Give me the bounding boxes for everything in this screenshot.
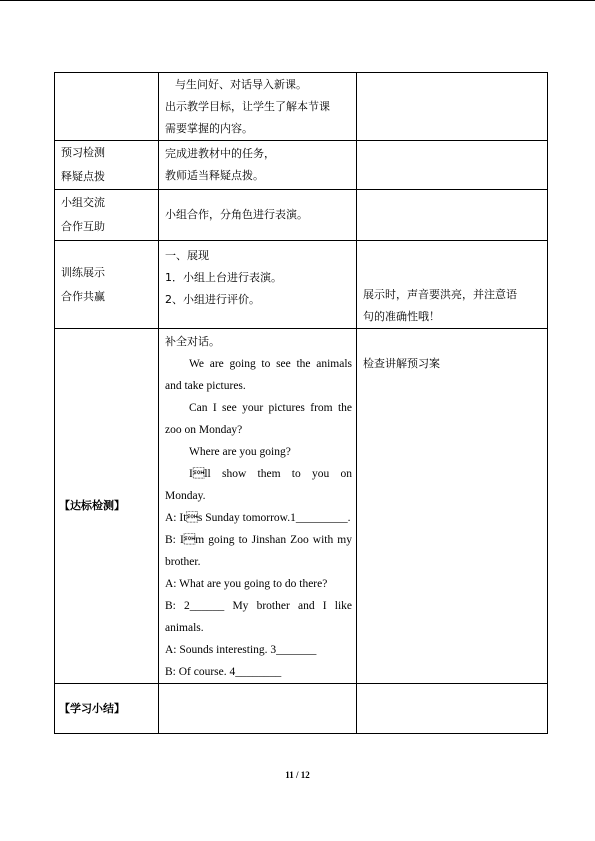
row-note (357, 190, 548, 241)
table-row-summary (55, 684, 548, 734)
page-number: 11 / 12 (285, 770, 310, 780)
row-label (55, 190, 159, 241)
row-content (159, 190, 357, 241)
content-line: 一、展现 (165, 249, 209, 262)
row-content (159, 241, 357, 329)
note-line: 展示时，声音要洪亮，并注意语 (363, 288, 517, 301)
row-label (55, 241, 159, 329)
row-note (357, 73, 548, 141)
content-line: 与生问好、对话导入新课。 (175, 77, 307, 91)
table-row-check (55, 329, 548, 684)
row-label (55, 141, 159, 190)
content-line: 2、小组进行评价。 (165, 293, 260, 306)
label-line: 小组交流 (61, 196, 105, 209)
table-row (55, 141, 548, 190)
dialog-line: Ill show them to you on Monday. (165, 468, 352, 502)
check-note: 检查讲解预习案 (357, 329, 548, 684)
lesson-table (54, 72, 548, 734)
header-rule (0, 0, 595, 1)
label-line: 释疑点拨 (61, 170, 105, 183)
dialog-line: B: 2______ My brother and I like animals. (165, 600, 352, 634)
row-note (357, 141, 548, 190)
table-row (55, 190, 548, 241)
content-line: 教师适当释疑点拨。 (165, 169, 264, 182)
dialog-line: B: Im going to Jinshan Zoo with my brother. (165, 534, 352, 568)
content-line: 完成进教材中的任务， (165, 147, 275, 160)
row-content (159, 73, 357, 141)
content-line: 需要掌握的内容。 (165, 121, 253, 135)
summary-note (357, 684, 548, 734)
dialog-line: A: Its Sunday tomorrow.1_________. (165, 512, 351, 524)
content-line: 1．小组上台进行表演。 (165, 271, 282, 284)
check-label: 【达标检测】 (55, 329, 159, 684)
label-line: 预习检测 (61, 146, 105, 159)
summary-label: 【学习小结】 (55, 684, 159, 734)
row-note (357, 241, 548, 329)
summary-content (159, 684, 357, 734)
dialog-line: A: What are you going to do there? (165, 578, 328, 590)
dialog-line: Where are you going? (189, 446, 291, 458)
dialog-line: B: Of course. 4________ (165, 666, 282, 678)
check-content (159, 329, 357, 684)
note-line: 句的准确性哦！ (363, 310, 440, 323)
table-row (55, 73, 548, 141)
dialog-line: We are going to see the animals and take pictures. (165, 358, 352, 392)
label-line: 合作互助 (61, 220, 105, 233)
row-content (159, 141, 357, 190)
table-row (55, 241, 548, 329)
check-intro: 补全对话。 (165, 335, 220, 348)
content-line: 小组合作，分角色进行表演。 (165, 208, 308, 221)
label-line: 合作共赢 (61, 289, 105, 303)
dialog-line: Can I see your pictures from the zoo on Monday? (165, 402, 352, 436)
row-label (55, 73, 159, 141)
content-line: 出示教学目标，让学生了解本节课 (165, 99, 330, 113)
label-line: 训练展示 (61, 265, 105, 279)
dialog-line: A: Sounds interesting. 3_______ (165, 644, 317, 656)
